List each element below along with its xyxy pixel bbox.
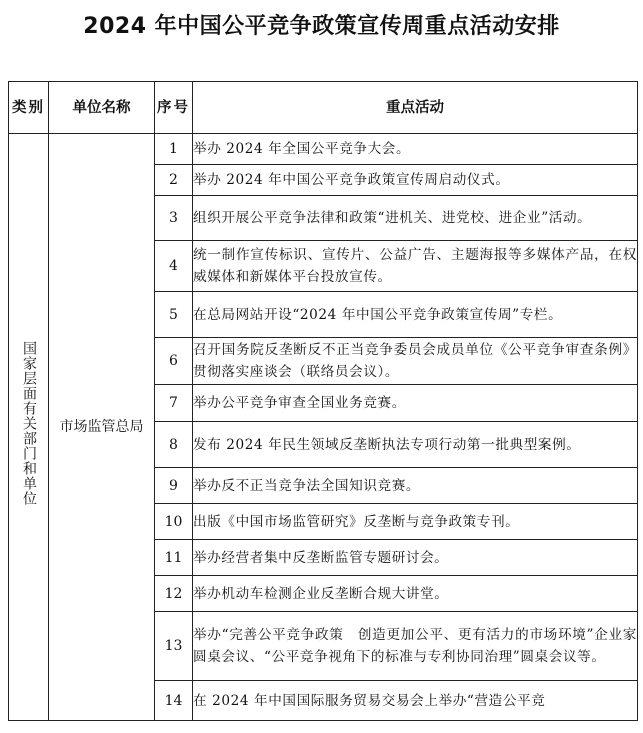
activity-cell: 出版《中国市场监管研究》反垄断与竞争政策专刊。 [193, 504, 638, 540]
header-activity: 重点活动 [193, 82, 638, 134]
seq-cell: 2 [155, 165, 193, 196]
header-unit: 单位名称 [49, 82, 155, 134]
seq-cell: 6 [155, 338, 193, 385]
activity-cell: 统一制作宣传标识、宣传片、公益广告、主题海报等多媒体产品，在权威媒体和新媒体平台投放宣传。 [193, 241, 638, 292]
seq-cell: 10 [155, 504, 193, 540]
activity-cell: 在总局网站开设“2024 年中国公平竞争政策宣传周”专栏。 [193, 292, 638, 338]
activity-cell: 举办经营者集中反垄断监管专题研讨会。 [193, 540, 638, 576]
activity-cell: 举办公平竞争审查全国业务竞赛。 [193, 385, 638, 422]
activity-cell: 发布 2024 年民生领域反垄断执法专项行动第一批典型案例。 [193, 422, 638, 468]
seq-cell: 12 [155, 576, 193, 612]
activity-cell: 举办 2024 年全国公平竞争大会。 [193, 134, 638, 165]
activity-cell: 组织开展公平竞争法律和政策“进机关、进党校、进企业”活动。 [193, 196, 638, 241]
activity-cell: 在 2024 年中国国际服务贸易交易会上举办“营造公平竞 [193, 681, 638, 721]
seq-cell: 1 [155, 134, 193, 165]
table-header-row [9, 82, 638, 134]
activity-cell: 举办 2024 年中国公平竞争政策宣传周启动仪式。 [193, 165, 638, 196]
category-cell [9, 134, 49, 721]
unit-text: 市场监管总局 [59, 419, 144, 435]
seq-cell: 14 [155, 681, 193, 721]
seq-cell: 3 [155, 196, 193, 241]
header-seq: 序号 [155, 82, 193, 134]
activity-table [8, 81, 638, 721]
header-category: 类别 [9, 82, 49, 134]
seq-cell: 8 [155, 422, 193, 468]
seq-cell: 7 [155, 385, 193, 422]
activity-cell: 举办反不正当竞争法全国知识竞赛。 [193, 468, 638, 504]
activity-cell: 举办“完善公平竞争政策 创造更加公平、更有活力的市场环境”企业家圆桌会议、“公平竞争视角下的标准与专利协同治理”圆桌会议等。 [193, 612, 638, 681]
seq-cell: 5 [155, 292, 193, 338]
seq-cell: 4 [155, 241, 193, 292]
seq-cell: 11 [155, 540, 193, 576]
activity-cell: 举办机动车检测企业反垄断合规大讲堂。 [193, 576, 638, 612]
seq-cell: 9 [155, 468, 193, 504]
table-row [9, 134, 638, 165]
page-title: 2024 年中国公平竞争政策宣传周重点活动安排 [83, 14, 560, 39]
activity-cell: 召开国务院反垄断反不正当竞争委员会成员单位《公平竞争审查条例》贯彻落实座谈会（联络员会议）。 [193, 338, 638, 385]
seq-cell: 13 [155, 612, 193, 681]
category-text: 国家层面有关部门和单位 [21, 340, 37, 506]
unit-cell [49, 134, 155, 721]
